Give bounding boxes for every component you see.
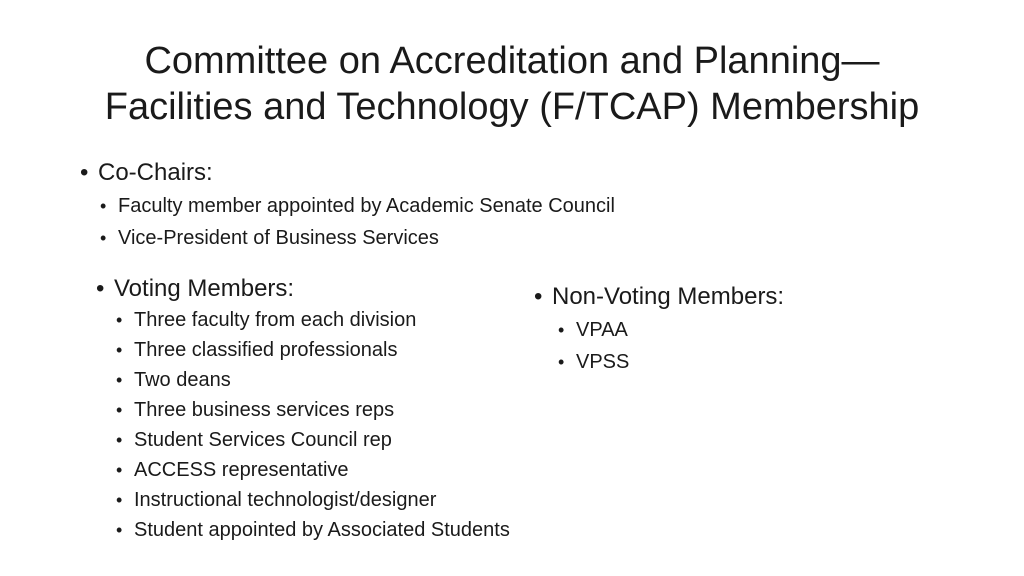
voting-member-item: • Three business services reps: [114, 398, 536, 422]
voting-member-item: • ACCESS representative: [114, 458, 536, 482]
non-voting-members-heading: • Non-Voting Members:: [534, 282, 954, 312]
voting-members-section: [96, 274, 536, 548]
non-voting-members-section: [534, 282, 954, 382]
co-chair-item: • Vice-President of Business Services: [98, 226, 780, 250]
slide-title-line-1: Committee on Accreditation and Planning—: [144, 40, 880, 82]
non-voting-members-list: [556, 318, 954, 374]
slide-title: [40, 38, 984, 130]
voting-member-item: • Student Services Council rep: [114, 428, 536, 452]
co-chairs-list: [98, 194, 780, 250]
voting-member-item: • Two deans: [114, 368, 536, 392]
co-chair-item: • Faculty member appointed by Academic Senate Council: [98, 194, 780, 218]
slide-title-line-2: Facilities and Technology (F/TCAP) Membership: [104, 86, 920, 128]
non-voting-member-item: • VPSS: [556, 350, 954, 374]
voting-members-list: [114, 308, 536, 542]
voting-members-heading: • Voting Members:: [96, 274, 536, 304]
non-voting-member-item: • VPAA: [556, 318, 954, 342]
co-chairs-heading: • Co-Chairs:: [80, 158, 780, 188]
voting-member-item: • Three classified professionals: [114, 338, 536, 362]
voting-member-item: • Three faculty from each division: [114, 308, 536, 332]
voting-member-item: • Instructional technologist/designer: [114, 488, 536, 512]
co-chairs-section: [80, 158, 780, 258]
voting-member-item: • Student appointed by Associated Students: [114, 518, 536, 542]
